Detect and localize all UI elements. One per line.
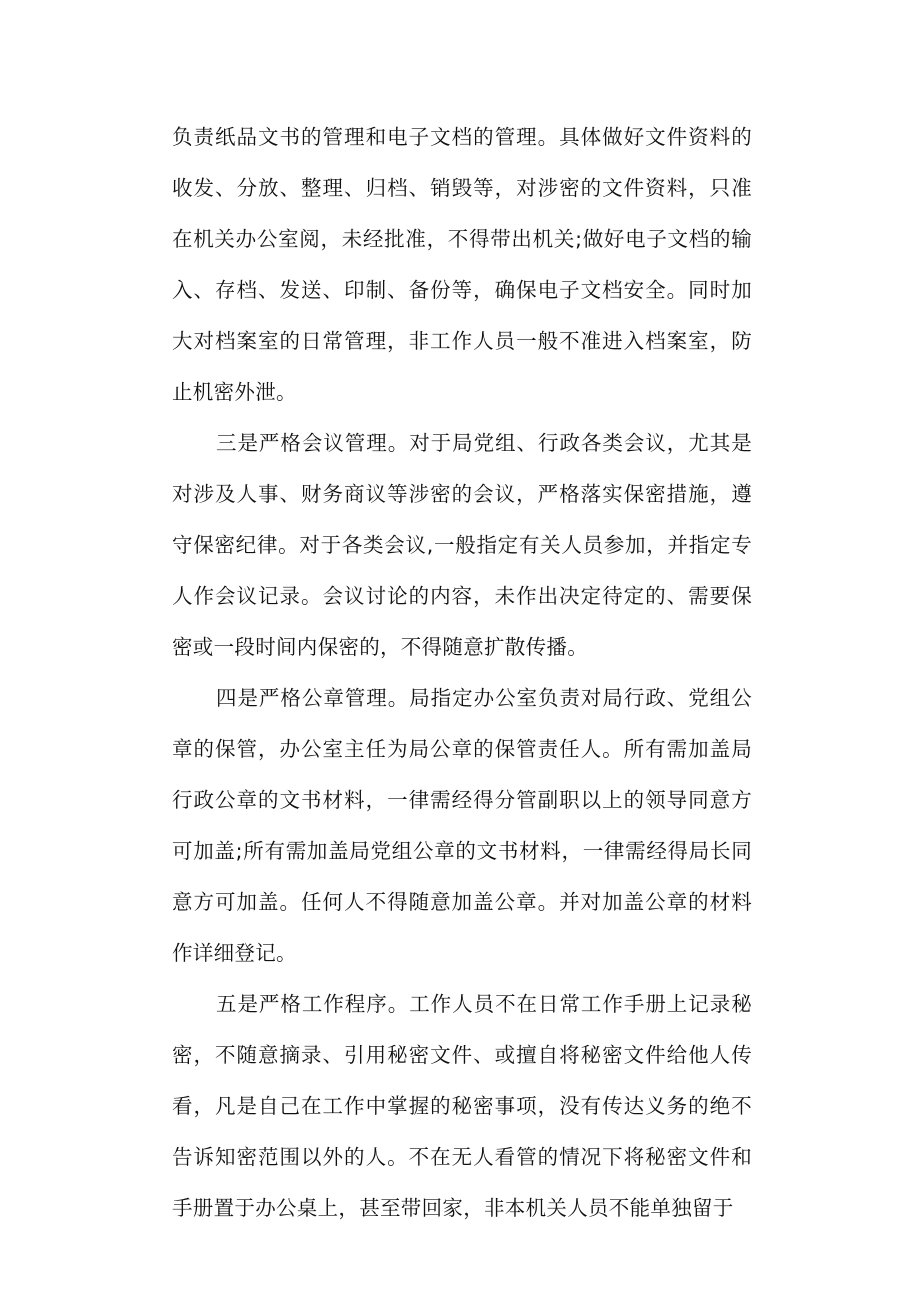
paragraph-seal-management: 四是严格公章管理。局指定办公室负责对局行政、党组公章的保管，办公室主任为局公章的保管责任人。所有需加盖局行政公章的文书材料，一律需经得分管副职以上的领导同意方可加盖;所有需加盖局党组公章的文书材料，一律需经得局长同意方可加盖。任何人不得随意加盖公章。并对加盖公章的材料作详细登记。 [172, 686, 752, 965]
paragraph-meeting-management: 三是严格会议管理。对于局党组、行政各类会议，尤其是对涉及人事、财务商议等涉密的会议，严格落实保密措施，遵守保密纪律。对于各类会议,一般指定有关人员参加，并指定专人作会议记录。会议讨论的内容，未作出决定待定的、需要保密或一段时间内保密的，不得随意扩散传播。 [172, 431, 752, 659]
paragraph-work-procedures: 五是严格工作程序。工作人员不在日常工作手册上记录秘密，不随意摘录、引用秘密文件、或擅自将秘密文件给他人传看，凡是自己在工作中掌握的秘密事项，没有传达义务的绝不告诉知密范围以外的人。不在无人看管的情况下将秘密文件和手册置于办公桌上，甚至带回家，非本机关人员不能单独留于 [172, 992, 752, 1220]
paragraph-records-management: 负责纸品文书的管理和电子文档的管理。具体做好文件资料的收发、分放、整理、归档、销毁等，对涉密的文件资料，只准在机关办公室阅，未经批准，不得带出机关;做好电子文档的输入、存档、发送、印制、备份等，确保电子文档安全。同时加大对档案室的日常管理，非工作人员一般不准进入档案室，防止机密外泄。 [172, 125, 752, 404]
document-body [172, 112, 752, 1234]
